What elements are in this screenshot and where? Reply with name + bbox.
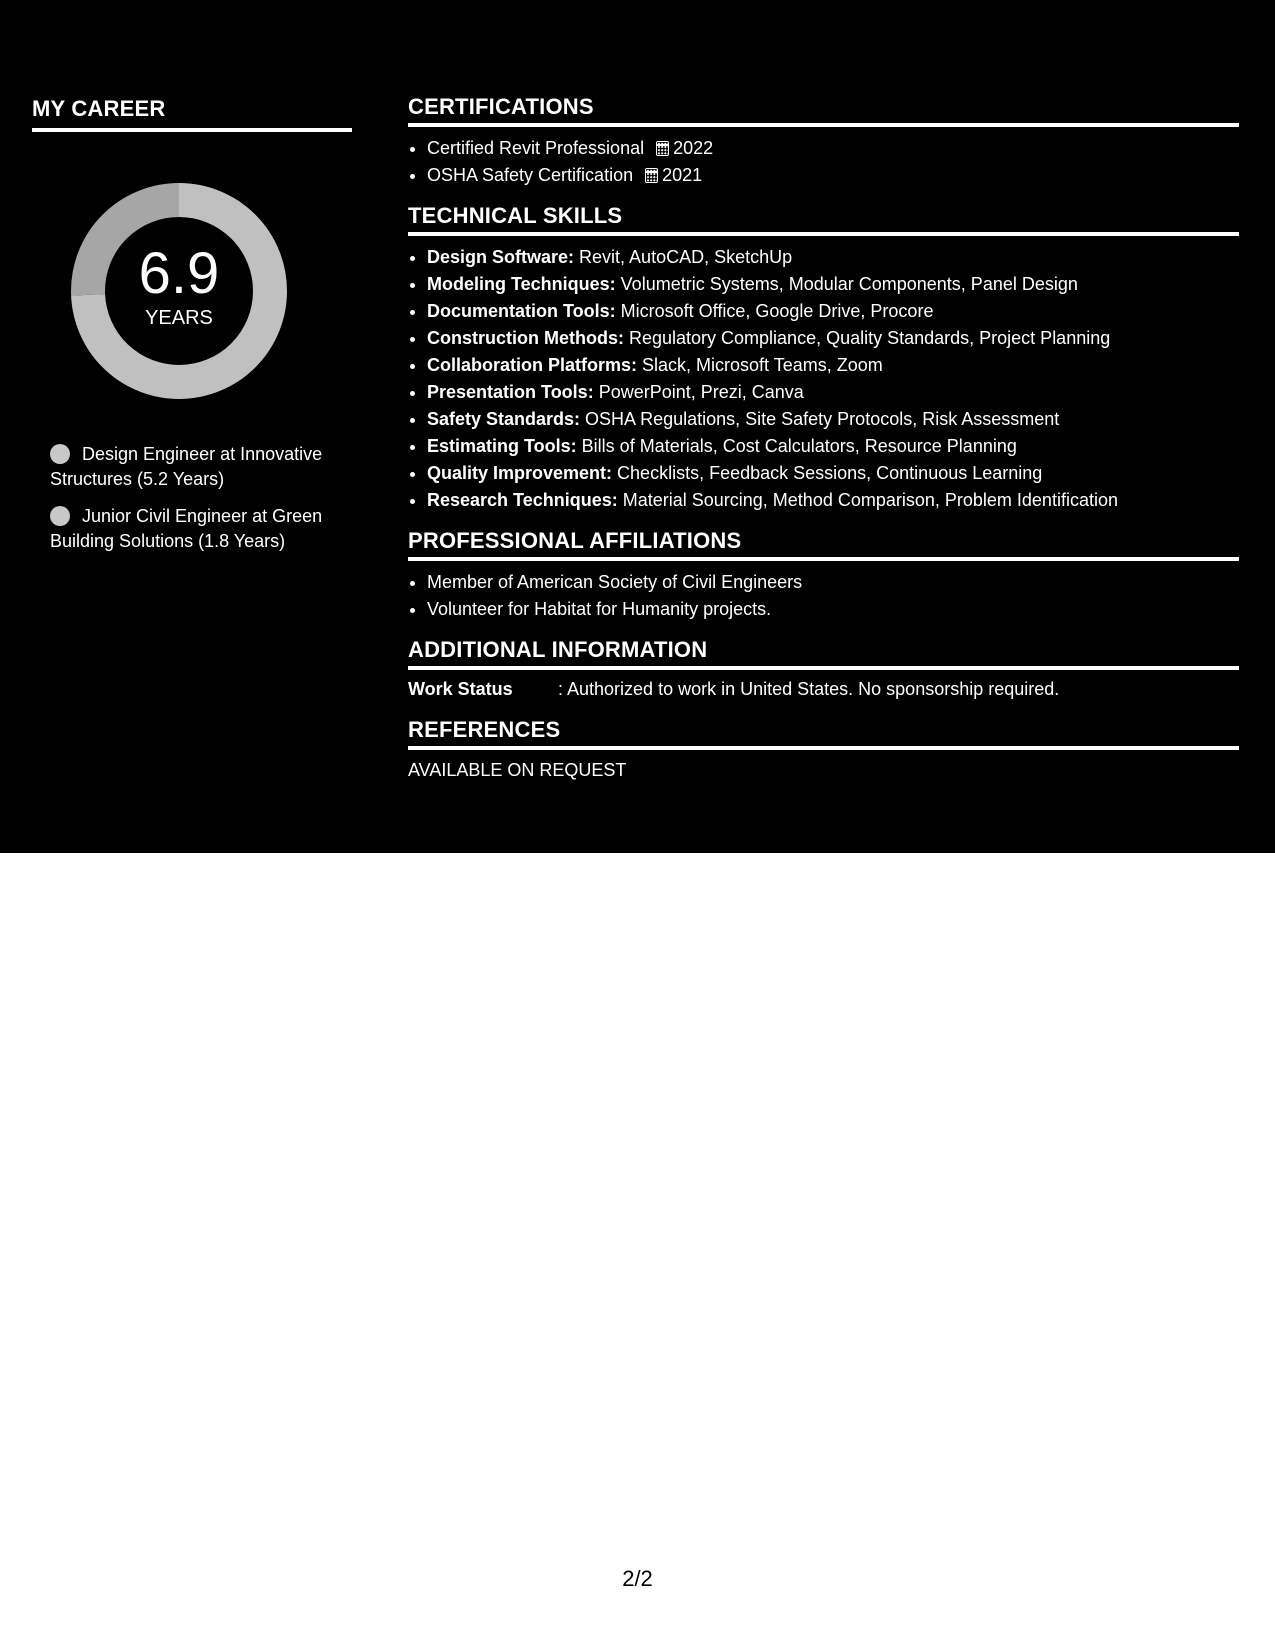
career-positions-list [50, 442, 340, 554]
skill-name: Construction Methods: [427, 328, 624, 348]
affiliation-item: • Volunteer for Habitat for Humanity projects. [427, 596, 1239, 623]
skill-name: Quality Improvement: [427, 463, 613, 483]
skill-value: Volumetric Systems, Modular Components, Panel Design [615, 274, 1078, 294]
skill-name: Design Software: [427, 247, 575, 267]
affiliations-list [408, 569, 1239, 623]
calendar-icon [645, 168, 658, 183]
skill-name: Estimating Tools: [427, 436, 577, 456]
references-section [408, 717, 1239, 781]
certifications-list [408, 135, 1239, 189]
legend-dot-icon [50, 506, 70, 526]
technical-skills-section [408, 203, 1239, 514]
calendar-icon [656, 141, 669, 156]
technical-skills-heading: TECHNICAL SKILLS [408, 203, 1239, 236]
total-years-unit: YEARS [145, 306, 213, 329]
affiliation-item: • Member of American Society of Civil Engineers [427, 569, 1239, 596]
skill-name: Presentation Tools: [427, 382, 594, 402]
page-number: 2/2 [622, 1566, 653, 1591]
career-position-text: Junior Civil Engineer at Green Building Solutions (1.8 Years) [50, 506, 323, 551]
certifications-heading: CERTIFICATIONS [408, 94, 1239, 127]
certifications-section [408, 94, 1239, 189]
skill-value: PowerPoint, Prezi, Canva [593, 382, 804, 402]
technical-skills-list [408, 244, 1239, 514]
legend-dot-icon [50, 444, 70, 464]
work-status-value: : Authorized to work in United States. No sponsorship required. [558, 679, 1060, 699]
skill-item [427, 487, 1239, 514]
career-donut-chart [64, 176, 294, 406]
certification-year: 2022 [673, 138, 714, 158]
skill-name: Documentation Tools: [427, 301, 616, 321]
skill-name: Modeling Techniques: [427, 274, 616, 294]
skill-value: Bills of Materials, Cost Calculators, Resource Planning [576, 436, 1017, 456]
skill-item [427, 352, 1239, 379]
skill-value: OSHA Regulations, Site Safety Protocols, Risk Assessment [580, 409, 1060, 429]
skill-value: Material Sourcing, Method Comparison, Problem Identification [617, 490, 1118, 510]
skill-item [427, 460, 1239, 487]
skill-item [427, 379, 1239, 406]
main-content [408, 94, 1239, 795]
skill-item [427, 244, 1239, 271]
skill-value: Revit, AutoCAD, SketchUp [574, 247, 793, 267]
skill-item [427, 406, 1239, 433]
certification-year: 2021 [662, 165, 703, 185]
certification-item [427, 162, 1239, 189]
career-position-text: Design Engineer at Innovative Structures (5.2 Years) [50, 444, 323, 489]
affiliations-heading: PROFESSIONAL AFFILIATIONS [408, 528, 1239, 561]
skill-item [427, 271, 1239, 298]
career-sidebar [32, 96, 352, 566]
skill-item [427, 325, 1239, 352]
career-position-item [50, 504, 340, 554]
total-years-value: 6.9 [138, 240, 220, 306]
skill-name: Collaboration Platforms: [427, 355, 638, 375]
work-status-row [408, 676, 1239, 703]
references-heading: REFERENCES [408, 717, 1239, 750]
skill-value: Regulatory Compliance, Quality Standards, Project Planning [623, 328, 1111, 348]
certification-item [427, 135, 1239, 162]
career-position-item [50, 442, 340, 492]
skill-item [427, 298, 1239, 325]
skill-name: Research Techniques: [427, 490, 618, 510]
affiliations-section [408, 528, 1239, 623]
skill-value: Checklists, Feedback Sessions, Continuous Learning [612, 463, 1043, 483]
certification-name: Certified Revit Professional [427, 138, 645, 158]
skill-name: Safety Standards: [427, 409, 581, 429]
skill-value: Microsoft Office, Google Drive, Procore [615, 301, 934, 321]
references-text: AVAILABLE ON REQUEST [408, 760, 627, 780]
work-status-label: Work Status [408, 679, 513, 699]
certification-name: OSHA Safety Certification [427, 165, 634, 185]
additional-info-section [408, 637, 1239, 703]
skill-item [427, 433, 1239, 460]
career-heading: MY CAREER [32, 96, 352, 132]
skill-value: Slack, Microsoft Teams, Zoom [637, 355, 883, 375]
donut-center [64, 176, 294, 406]
additional-info-heading: ADDITIONAL INFORMATION [408, 637, 1239, 670]
